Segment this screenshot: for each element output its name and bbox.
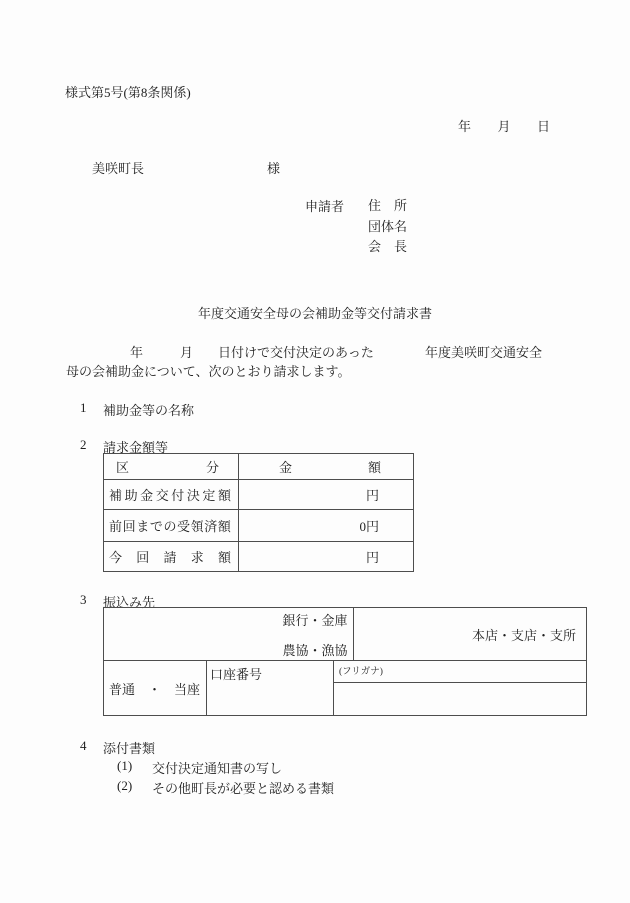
claim-amount-table xyxy=(103,453,414,572)
applicant-address-label: 住 所 xyxy=(368,198,408,213)
section2-title: 請求金額等 xyxy=(103,440,169,455)
account-type-label: 普通 ・ 当座 xyxy=(109,681,201,697)
claim-row-value: 0円 xyxy=(359,519,379,534)
section4-number: 4 xyxy=(80,738,87,753)
account-holder-cell xyxy=(333,661,586,715)
applicant-org-label: 団体名 xyxy=(368,218,408,234)
section1-title: 補助金等の名称 xyxy=(103,403,195,418)
furigana-label: (フリガナ) xyxy=(339,667,383,677)
body-line-1 xyxy=(0,342,630,358)
section3-title: 振込み先 xyxy=(103,595,156,610)
body-segment-1: 日付けで交付決定のあった xyxy=(218,345,374,360)
attachment-item-text: その他町長が必要と認める書類 xyxy=(152,781,335,796)
addressee-honorific: 様 xyxy=(267,161,281,176)
attachment-item-number: (1) xyxy=(117,758,133,773)
document-title: 年度交通安全母の会補助金等交付請求書 xyxy=(197,306,432,321)
date-day-label: 日 xyxy=(536,119,550,134)
claim-table-row-received xyxy=(104,509,413,541)
account-type-cell xyxy=(104,661,206,715)
body-month-label: 月 xyxy=(180,345,194,360)
applicant-label: 申請者 xyxy=(305,199,345,214)
bank-name-cell xyxy=(104,608,353,660)
claim-row-label: 前 回 ま で の 受 領 済 額 xyxy=(109,519,231,534)
account-row xyxy=(104,660,586,715)
claim-table-header-amount: 金 額 xyxy=(238,454,413,479)
claim-row-value: 円 xyxy=(365,550,379,565)
section3-number: 3 xyxy=(80,592,87,607)
claim-row-label: 補 助 金 交 付 決 定 額 xyxy=(109,488,231,503)
section1-number: 1 xyxy=(80,400,87,415)
applicant-fields xyxy=(368,196,407,258)
section4-title: 添付書類 xyxy=(103,741,156,756)
date-line xyxy=(458,116,550,135)
attachment-item-text: 交付決定通知書の写し xyxy=(152,761,283,776)
bank-type-label-2: 農協・漁協 xyxy=(282,643,348,658)
claim-row-label: 今 回 請 求 額 xyxy=(109,550,231,565)
claim-table-row-current xyxy=(104,541,413,571)
claim-table-header-category: 区 分 xyxy=(116,460,219,475)
account-number-cell xyxy=(206,661,333,715)
body-segment-2: 年度美咲町交通安全 xyxy=(425,345,543,360)
claim-table-row-decided xyxy=(104,479,413,509)
applicant-chair-label: 会 長 xyxy=(368,239,408,254)
account-number-label: 口座番号 xyxy=(210,667,263,682)
branch-type-label: 本店・支店・支所 xyxy=(471,627,576,643)
claim-row-value: 円 xyxy=(365,488,379,503)
bank-type-label-1: 銀行・金庫 xyxy=(282,613,348,628)
addressee-title: 美咲町長 xyxy=(92,161,145,176)
bank-row xyxy=(104,608,586,660)
branch-cell xyxy=(353,608,586,660)
claim-table-header-row xyxy=(104,454,413,479)
form-number: 様式第5号(第8条関係) xyxy=(65,85,191,100)
attachment-item-number: (2) xyxy=(117,778,133,793)
body-line-2: 母の会補助金について、次のとおり請求します。 xyxy=(66,364,351,379)
date-month-label: 月 xyxy=(497,119,511,134)
body-year-label: 年 xyxy=(130,345,144,360)
date-year-label: 年 xyxy=(458,119,472,134)
account-holder-blank xyxy=(334,682,586,715)
transfer-destination-table xyxy=(103,607,587,716)
section2-number: 2 xyxy=(80,437,87,452)
